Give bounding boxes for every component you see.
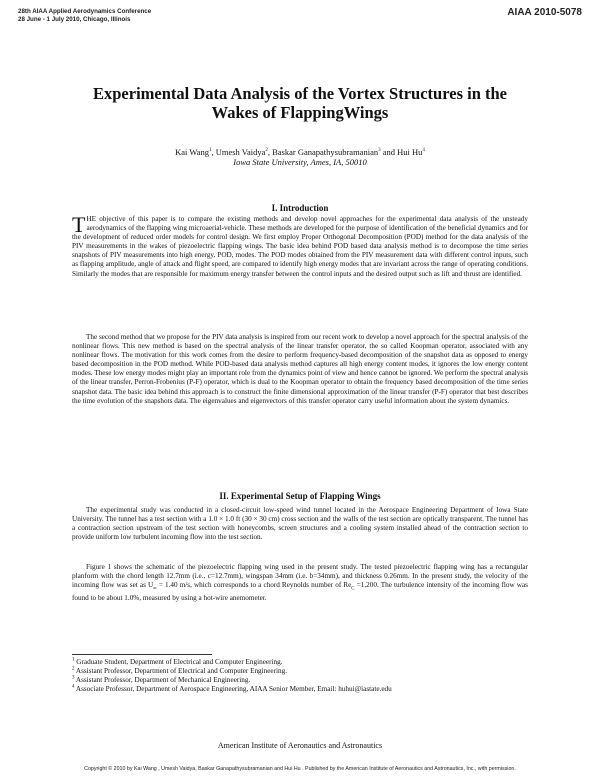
footnote: [72, 658, 528, 667]
author-name: Kai Wang: [175, 147, 209, 157]
author-list: [60, 147, 540, 157]
drop-cap: T: [72, 212, 86, 237]
conference-header: [18, 8, 151, 24]
author-mark: 1: [208, 148, 212, 154]
paper-title: [60, 84, 540, 122]
footnote-text: Assistant Professor, Department of Electrical and Computer Engineering.: [74, 666, 287, 675]
footnote: [72, 685, 528, 694]
author-name: , Umesh Vaidya: [211, 147, 266, 157]
footnote-text: Associate Professor, Department of Aerospace Engineering, AIAA Senior Member, Email: huhui@iastate.edu: [74, 684, 392, 693]
setup-paragraph-1: The experimental study was conducted in a closed-circuit low-speed wind tunnel located in the Aerospace Engineering Department of Iowa State University. The tunnel has a test section with a 1.0 × 1.0 ft (30 × 30 cm) cross section and the walls of the test section are optically transparent. The tunnel has a contraction section upstream of the test section with honeycombs, screen structures and a cooling system installed ahead of the contraction section to provide uniform low turbulent incoming flow into the test section.: [72, 506, 528, 542]
intro-paragraph-2: The second method that we propose for the PIV data analysis is inspired from our recent work to develop a novel approach for the spectral analysis of the nonlinear flows. This new method is based on the spectral analysis of the linear transfer operator, the so called Koopman operator, associated with any nonlinear flows. The motivation for this work comes from the desire to perform frequency-based decomposition of the snapshot data as opposed to energy based decomposition in the POD method. While POD-based data analysis method captures all high energy content modes, it ignores the low energy content modes. These low energy modes might play an important role from the dynamics point of view and hence cannot be ignored. We perform the spectral analysis of the linear transfer, Perron-Frobenius (P-F) operator, which is dual to the Koopman operator to obtain the frequency based decomposition of the time series snapshot data. The basic idea behind this approach is to construct the finite dimensional approximation of the linear transfer (P-F) operator that best describes the time evolution of the snapshots data. The eigenvalues and eigenvectors of this transfer operator carry useful information about the system dynamics.: [72, 333, 528, 405]
author-mark: 3: [378, 148, 381, 154]
footnote-mark: 1: [72, 657, 75, 663]
author-mark: 2: [265, 148, 268, 154]
conference-dates: 28 June - 1 July 2010, Chicago, Illinois: [18, 16, 131, 23]
title-line-1: Experimental Data Analysis of the Vortex Structures in the: [92, 84, 507, 103]
footnote-mark: 3: [72, 675, 75, 681]
footnotes: [72, 658, 528, 694]
copyright-notice: Copyright © 2010 by Kai Wang , Umesh Vaidya, Baskar Ganapathysubramanian and Hui Hu . Published by the American Institute of Aeronautics and Astronautics, Inc., with permission.: [84, 766, 516, 772]
author-name: , Baskar Ganapathysubramanian: [267, 147, 379, 157]
intro-paragraph-1: [72, 212, 528, 279]
setup-paragraph-2: [72, 563, 528, 603]
footnote-mark: 2: [72, 666, 75, 672]
subscript: ∞: [153, 586, 157, 592]
author-name: and Hui Hu: [380, 147, 423, 157]
section-heading-experimental-setup: II. Experimental Setup of Flapping Wings: [219, 491, 381, 501]
footnote: [72, 667, 528, 676]
paragraph-text: = 1.40 m/s, which corresponds to a chord Reynolds number of Re: [156, 581, 352, 590]
paragraph-text: Figure 1 shows the schematic of the piezoelectric flapping wing used in the present study. The tested piezoelectric flapping wing has a rectangular planform with the chord length 12.7mm (i.e., c=12.7mm), wingspan 34mm (i.e. b=34mm), and thickness 0.26mm. In the present study, the velocity of the incoming flow was set as U: [72, 563, 528, 590]
affiliation: Iowa State University, Ames, IA, 50010: [233, 157, 367, 167]
footnote-text: Graduate Student, Department of Electrical and Computer Engineering.: [74, 658, 283, 666]
section-heading-introduction: I. Introduction: [271, 203, 329, 213]
paragraph-text: =1,200. The turbulence intensity of the incoming flow was found to be about 1.0%, measured by using a hot-wire anemometer.: [72, 581, 528, 602]
title-line-2: Wakes of FlappingWings: [211, 103, 389, 122]
paragraph-text: HE objective of this paper is to compare the existing methods and develop novel approaches for the experimental data analysis of the unsteady aerodynamics of the flapping wing microaerial-vehicle. These methods are developed for the purpose of identification of the beneficial dynamics and for the development of reduced order models for control design. We first employ Proper Orthogonal Decomposition (POD) method for the data analysis of the PIV measurements in the wakes of piezoelectric flapping wings. The basic idea behind POD based data analysis method is to decompose the time series snapshots of PIV measurements into high energy, POD, modes. The POD modes obtained from the PIV measurement data with different control inputs, such as flapping amplitude, angle of attack and flight speed, are compared to identify high energy modes that are invariant across the range of operating conditions. Similarly the modes that are responsible for maximum energy transfer between the control inputs and the desired output such as lift and thrust are identified.: [72, 215, 528, 278]
paper-number: AIAA 2010-5078: [507, 7, 582, 18]
footnote-mark: 4: [72, 684, 75, 690]
footnote: [72, 676, 528, 685]
conference-name: 28th AIAA Applied Aerodynamics Conference: [18, 8, 152, 15]
author-mark: 4: [422, 148, 425, 154]
organization-footer: American Institute of Aeronautics and Astronautics: [217, 741, 383, 750]
footnote-divider: [72, 654, 212, 655]
footnote-text: Assistant Professor, Department of Mechanical Engineering.: [74, 675, 251, 684]
subscript: C: [351, 586, 355, 592]
